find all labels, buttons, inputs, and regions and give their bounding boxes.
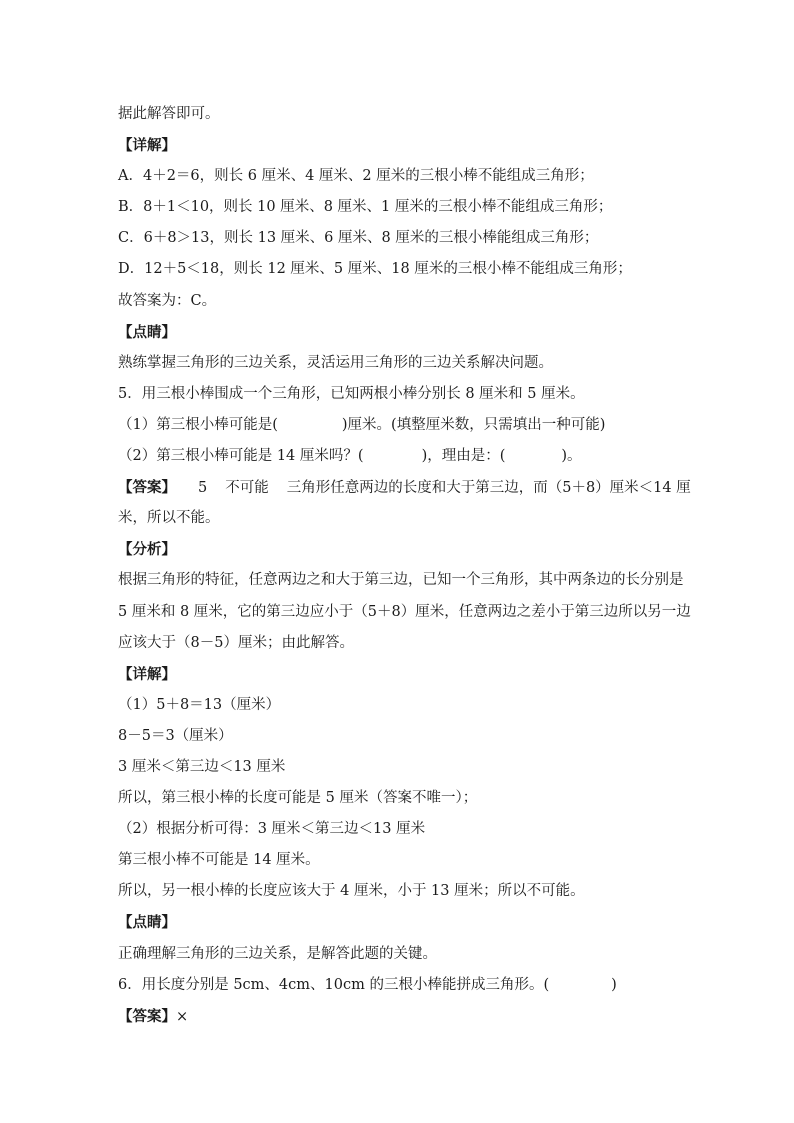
sub1-suffix: )厘米。(填整厘米数，只需填出一种可能) bbox=[341, 416, 606, 433]
detail-line: 第三根小棒不可能是 14 厘米。 bbox=[118, 852, 320, 869]
question-5-sub1 bbox=[118, 410, 678, 441]
option-c-line: C．6＋8＞13，则长 13 厘米、6 厘米、8 厘米的三根小棒能组成三角形； bbox=[118, 230, 599, 247]
answer-label: 【答案】 bbox=[118, 1007, 176, 1025]
tip-text: 正确理解三角形的三边关系，是解答此题的关键。 bbox=[118, 945, 437, 962]
answer-label: 【答案】 bbox=[118, 479, 176, 497]
question-5-stem: 5．用三根小棒围成一个三角形，已知两根小棒分别长 8 厘米和 5 厘米。 bbox=[118, 385, 585, 402]
sub2-suffix: )。 bbox=[561, 448, 582, 465]
question-5-sub2 bbox=[118, 441, 678, 472]
question-6-answer bbox=[118, 1001, 678, 1032]
option-a-line: A．4＋2＝6，则长 6 厘米、4 厘米、2 厘米的三根小棒不能组成三角形； bbox=[118, 168, 594, 185]
analysis-line: 根据三角形的特征，任意两边之和大于第三边，已知一个三角形，其中两条边的长分别是 bbox=[118, 572, 684, 589]
answer-value-2: 不可能 bbox=[225, 480, 269, 497]
tip-text: 熟练掌握三角形的三边关系，灵活运用三角形的三边关系解决问题。 bbox=[118, 354, 553, 371]
section-heading-analysis: 【分析】 bbox=[118, 541, 176, 559]
sub2-middle: )，理由是：( bbox=[421, 448, 506, 465]
question-5-answer bbox=[118, 472, 691, 503]
analysis-line: 5 厘米和 8 厘米，它的第三边应小于（5＋8）厘米，任意两边之差小于第三边所以另一边 bbox=[118, 603, 691, 620]
option-d-line: D．12＋5＜18，则长 12 厘米、5 厘米、18 厘米的三根小棒不能组成三角形； bbox=[118, 261, 632, 278]
detail-line: 所以，第三根小棒的长度可能是 5 厘米（答案不唯一）； bbox=[118, 790, 478, 807]
question-5-answer-cont: 米，所以不能。 bbox=[118, 510, 220, 527]
option-b-line: B．8＋1＜10，则长 10 厘米、8 厘米、1 厘米的三根小棒不能组成三角形； bbox=[118, 199, 613, 216]
q6-prefix: 6．用长度分别是 5cm、4cm、10cm 的三根小棒能拼成三角形。( bbox=[118, 976, 550, 993]
answer-value: × bbox=[176, 1008, 189, 1025]
sub1-prefix: （1）第三根小棒可能是( bbox=[118, 416, 278, 433]
section-heading-tip: 【点睛】 bbox=[118, 323, 176, 341]
document-page bbox=[118, 99, 691, 1032]
section-heading-detail: 【详解】 bbox=[118, 665, 176, 683]
section-heading-tip: 【点睛】 bbox=[118, 914, 176, 932]
analysis-line: 应该大于（8－5）厘米；由此解答。 bbox=[118, 634, 354, 651]
detail-line: 所以，另一根小棒的长度应该大于 4 厘米，小于 13 厘米；所以不可能。 bbox=[118, 883, 585, 900]
answer-conclusion: 故答案为：C。 bbox=[118, 292, 217, 309]
detail-line: （1）5＋8＝13（厘米） bbox=[118, 696, 281, 713]
q6-suffix: ) bbox=[611, 976, 617, 993]
section-heading-detail: 【详解】 bbox=[118, 137, 176, 155]
detail-line: 3 厘米＜第三边＜13 厘米 bbox=[118, 758, 286, 775]
detail-line: （2）根据分析可得：3 厘米＜第三边＜13 厘米 bbox=[118, 821, 426, 838]
answer-value-1: 5 bbox=[198, 480, 208, 497]
answer-value-3: 三角形任意两边的长度和大于第三边，而（5＋8）厘米＜14 厘 bbox=[286, 480, 691, 497]
sub2-prefix: （2）第三根小棒可能是 14 厘米吗？( bbox=[118, 448, 364, 465]
text-line: 据此解答即可。 bbox=[118, 106, 220, 122]
question-6-stem bbox=[118, 970, 678, 1001]
detail-line: 8－5＝3（厘米） bbox=[118, 727, 233, 744]
